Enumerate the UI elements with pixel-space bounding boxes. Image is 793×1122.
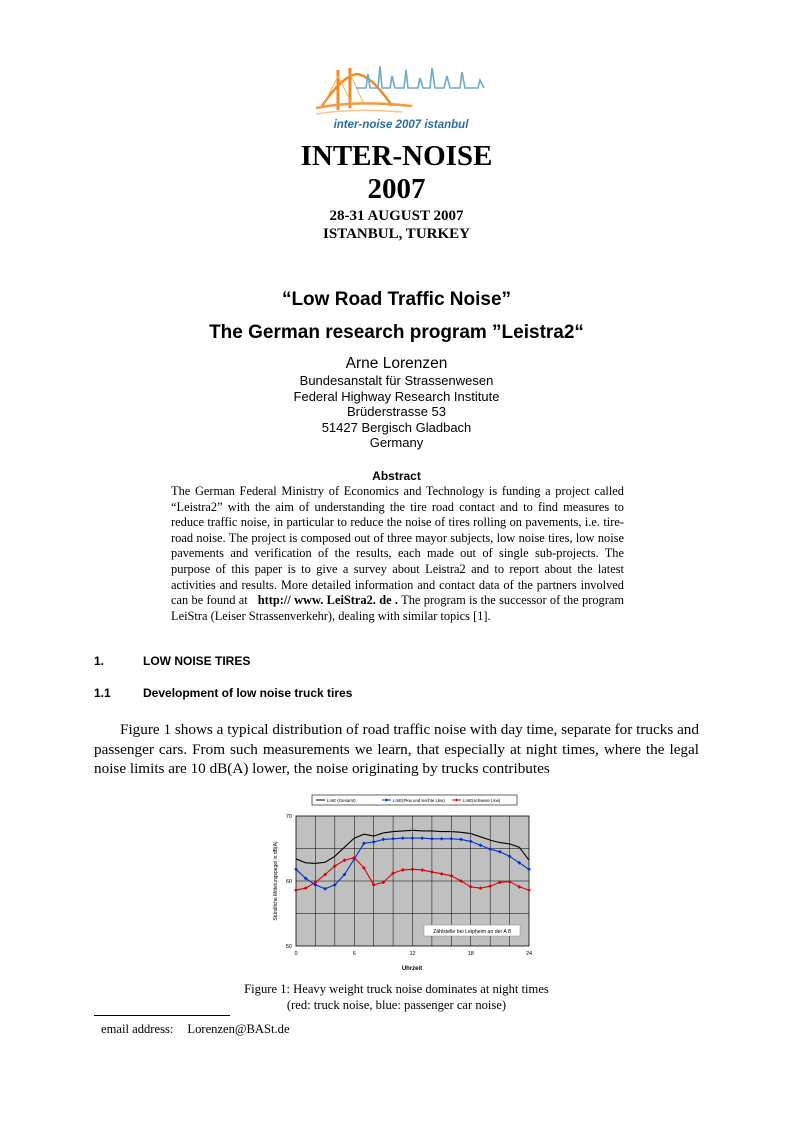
x-tick-label: 6 (352, 951, 356, 957)
section-title: LOW NOISE TIRES (143, 654, 251, 668)
chart-annotation (424, 925, 520, 936)
legend-label: LmE(Pkw und leichte Lkw) (393, 798, 445, 804)
x-tick-label: 24 (525, 951, 532, 957)
paper-title-line1: “Low Road Traffic Noise” (281, 289, 512, 310)
section-heading-1 (94, 654, 250, 668)
email-link[interactable]: Lorenzen@BASt.de (187, 1022, 290, 1036)
conference-logo (312, 62, 490, 132)
traffic-noise-chart (262, 792, 532, 974)
section-number: 1. (94, 654, 105, 668)
conference-location: ISTANBUL, TURKEY (323, 226, 470, 242)
section-title: Development of low noise truck tires (143, 686, 353, 700)
paper-title-line2: The German research program ”Leistra2“ (209, 322, 584, 343)
body-paragraph: Figure 1 shows a typical distribution of road traffic noise with day time, separate for trucks and passenger cars. From such measurements we learn, that especially at night times, where the legal noise limits are 10 dB(A) lower, the noise originating by trucks contributes (94, 721, 699, 777)
x-tick-label: 12 (409, 951, 416, 957)
x-axis-label: Uhrzeit (401, 966, 423, 972)
logo-text: inter-noise 2007 istanbul (333, 119, 469, 131)
chart-legend (312, 795, 517, 805)
affiliation-line: Germany (369, 435, 424, 450)
abstract-paragraph (171, 484, 624, 624)
y-axis-label: Stündliche Mittelungspegel in dB(A) (273, 841, 279, 921)
conference-name: INTER-NOISE (300, 140, 493, 172)
affiliation-line: Bundesanstalt für Strassenwesen (299, 373, 494, 388)
conference-title (0, 140, 793, 206)
x-tick-label: 18 (467, 951, 474, 957)
legend-label: LmE (Gesamt) (327, 798, 356, 804)
author-name: Arne Lorenzen (345, 355, 448, 372)
affiliation-line: 51427 Bergisch Gladbach (321, 419, 472, 435)
conference-year: 2007 (367, 173, 426, 205)
x-tick-label: 0 (294, 951, 298, 957)
footnote-divider (94, 1015, 230, 1016)
figure-caption-line1: Figure 1: Heavy weight truck noise dominates at night times (244, 982, 549, 996)
abstract-text-continued: The program is the successor of the program LeiStra (Leiser Strassenverkehr), dealing with similar topics [1]. (171, 593, 624, 623)
affiliation-line: Federal Highway Research Institute (293, 388, 500, 404)
abstract-text: The German Federal Ministry of Economics and Technology is funding a project called “Leistra2” with the aim of understanding the tire road contact and to find measures to reduce traffic noise, in particular to reduce the noise of tires rolling on pavements, i.e. tire-road noise. The project is composed out of three mayor subjects, low noise tires, low noise pavements and verification of the results, each made out of single sub-projects. The purpose of this paper is to give a survey about Leistra2 and to report about the latest activities and results. More detailed information and contact data of the partners involved can be found at (171, 484, 624, 608)
bridge-icon (316, 68, 412, 114)
section-number: 1.1 (94, 686, 111, 700)
y-tick-label: 60 (285, 879, 292, 885)
footnote-label: email address: (101, 1022, 174, 1036)
footnote (101, 1022, 290, 1037)
abstract-body (171, 484, 624, 624)
y-tick-label: 70 (285, 814, 292, 820)
annotation-text: Zählstelle bei Leipheim an der A 8 (433, 929, 511, 935)
figure-caption (0, 981, 793, 1013)
project-url-link[interactable]: http:// www. LeiStra2. de . (257, 593, 399, 608)
conference-info (0, 207, 793, 243)
conference-dates: 28-31 AUGUST 2007 (329, 208, 464, 224)
abstract-heading: Abstract (372, 469, 421, 483)
section-heading-1-1 (94, 686, 352, 700)
legend-label: LmE(schwere Lkw) (463, 798, 501, 804)
paper-title (0, 283, 793, 349)
author-affiliation (0, 373, 793, 451)
affiliation-line: Brüderstrasse 53 (347, 404, 446, 419)
y-tick-label: 50 (285, 944, 292, 950)
figure-caption-line2: (red: truck noise, blue: passenger car noise) (286, 998, 507, 1012)
